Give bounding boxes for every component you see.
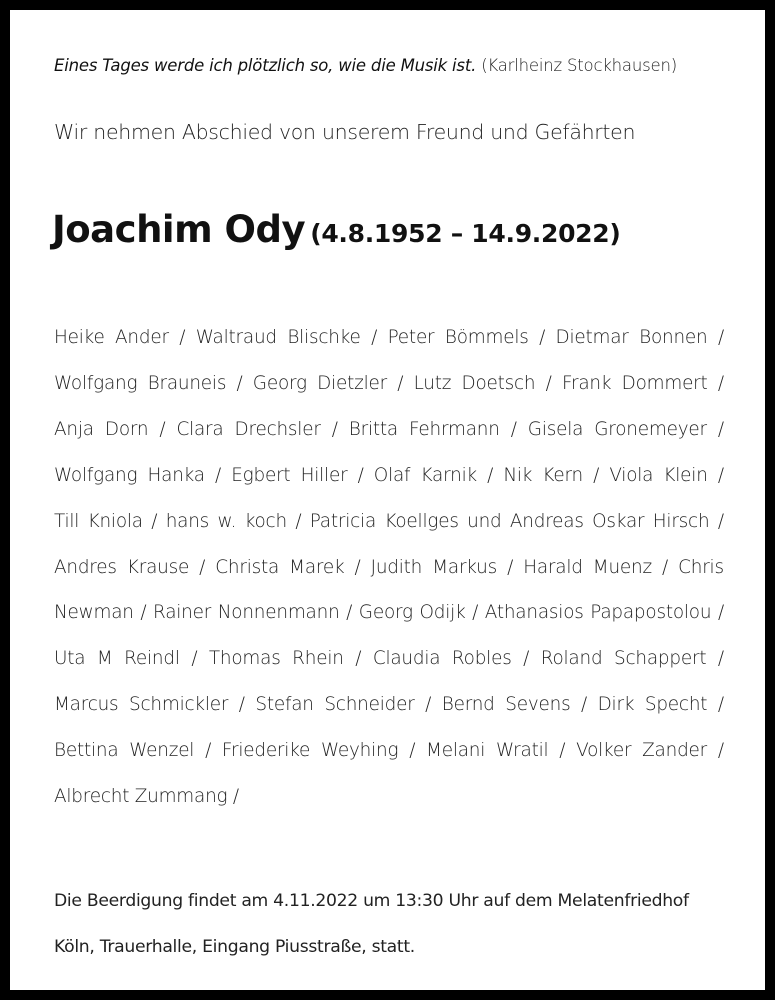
name-word: Schmickler xyxy=(129,694,229,716)
separator-slash: / xyxy=(295,510,302,532)
name-word: Reindl xyxy=(124,648,180,670)
name-word: Rhein xyxy=(292,648,344,670)
name-word: und xyxy=(467,510,502,532)
name-word: Egbert xyxy=(231,464,291,486)
name-word: Dirk xyxy=(597,694,635,716)
mourners-line xyxy=(54,499,724,545)
funeral-notice xyxy=(54,878,734,970)
name-word: Fehrmann xyxy=(409,418,500,440)
name-word: Oskar xyxy=(592,510,645,532)
separator-slash: / xyxy=(472,602,479,624)
name-word: Olaf xyxy=(373,464,411,486)
separator-slash: / xyxy=(717,327,724,348)
name-word: Zander xyxy=(642,740,708,762)
name-word: Koellges xyxy=(384,510,459,532)
separator-slash: / xyxy=(140,602,147,624)
name-word: Hiller xyxy=(300,464,348,486)
name-word: Bömmels xyxy=(444,327,529,348)
name-word: Hirsch xyxy=(652,510,710,532)
mourners-line xyxy=(54,636,724,682)
separator-slash: / xyxy=(717,602,724,624)
name-word: Lutz xyxy=(413,372,452,394)
separator-slash: / xyxy=(371,327,378,348)
separator-slash: / xyxy=(545,372,552,394)
name-word: hans xyxy=(165,510,210,532)
name-word: Muenz xyxy=(592,556,652,578)
epigraph-quote xyxy=(54,56,734,75)
name-word: Kniola xyxy=(87,510,143,532)
name-word: Wolfgang xyxy=(54,464,138,486)
name-word: Bonnen xyxy=(639,327,708,348)
separator-slash: / xyxy=(593,464,600,486)
name-word: Schappert xyxy=(614,648,707,670)
name-word: Patricia xyxy=(309,510,377,532)
separator-slash: / xyxy=(199,556,206,578)
quote-text: Eines Tages werde ich plötzlich so, wie die Musik ist. xyxy=(54,56,477,75)
name-word: Andreas xyxy=(509,510,584,532)
separator-slash: / xyxy=(717,372,724,394)
name-word: Markus xyxy=(432,556,498,578)
name-word: Waltraud xyxy=(195,327,277,348)
name-word: Anja xyxy=(54,418,94,440)
name-word: Britta xyxy=(348,418,398,440)
name-word: Kern xyxy=(542,464,583,486)
separator-slash: / xyxy=(559,740,566,762)
name-word: Nik xyxy=(503,464,533,486)
name-word: Bernd xyxy=(441,694,495,716)
deceased-name: Joachim Ody xyxy=(52,208,306,251)
separator-slash: / xyxy=(205,740,212,762)
separator-slash: / xyxy=(409,740,416,762)
name-word: Albrecht xyxy=(54,786,130,808)
name-word: Thomas xyxy=(208,648,281,670)
separator-slash: / xyxy=(717,648,724,670)
separator-slash: / xyxy=(487,464,494,486)
separator-slash: / xyxy=(151,510,158,532)
name-word: Robles xyxy=(451,648,512,670)
name-word: Bettina xyxy=(54,740,119,762)
name-word: Papapostolou xyxy=(590,602,712,624)
deceased-heading xyxy=(52,208,742,251)
mourners-line xyxy=(54,545,724,591)
name-word: Zummang xyxy=(134,786,228,808)
name-word: Georg xyxy=(252,372,307,394)
name-word: Drechsler xyxy=(234,418,321,440)
mourners-line xyxy=(54,361,724,407)
mourners-line xyxy=(54,407,724,453)
name-word: Judith xyxy=(370,556,423,578)
name-word: Athanasios xyxy=(484,602,584,624)
mourners-line xyxy=(54,315,724,361)
name-word: Odijk xyxy=(419,602,466,624)
name-word: Klein xyxy=(663,464,708,486)
name-word: Gronemeyer xyxy=(594,418,707,440)
name-word: Weyhing xyxy=(320,740,399,762)
name-word: Wolfgang xyxy=(54,372,138,394)
name-word: Wenzel xyxy=(129,740,195,762)
separator-slash: / xyxy=(354,556,361,578)
separator-slash: / xyxy=(191,648,198,670)
name-word: Viola xyxy=(609,464,654,486)
name-word: Marcus xyxy=(54,694,119,716)
separator-slash: / xyxy=(662,556,669,578)
separator-slash: / xyxy=(159,418,166,440)
name-word: Stefan xyxy=(255,694,314,716)
name-word: Rainer xyxy=(153,602,212,624)
name-word: Georg xyxy=(358,602,413,624)
separator-slash: / xyxy=(717,418,724,440)
name-word: Andres xyxy=(54,556,117,578)
separator-slash: / xyxy=(507,556,514,578)
quote-author: (Karlheinz Stockhausen) xyxy=(481,56,677,75)
name-word: M xyxy=(96,648,113,670)
separator-slash: / xyxy=(717,510,724,532)
name-word: Friederike xyxy=(221,740,311,762)
name-word: Hanka xyxy=(147,464,205,486)
name-word: w. xyxy=(217,510,237,532)
separator-slash: / xyxy=(346,602,353,624)
mourners-line xyxy=(54,590,724,636)
separator-slash: / xyxy=(232,786,239,808)
name-word: Heike xyxy=(54,327,105,348)
name-word: Blischke xyxy=(287,327,361,348)
separator-slash: / xyxy=(717,740,724,762)
name-word: Karnik xyxy=(420,464,477,486)
name-word: Till xyxy=(54,510,80,532)
separator-slash: / xyxy=(236,372,243,394)
name-word: Volker xyxy=(576,740,632,762)
name-word: Schneider xyxy=(324,694,415,716)
separator-slash: / xyxy=(179,327,186,348)
name-word: Chris xyxy=(678,556,724,578)
name-word: Frank xyxy=(561,372,612,394)
name-word: Dommert xyxy=(621,372,708,394)
name-word: Dietzler xyxy=(317,372,387,394)
name-word: Peter xyxy=(387,327,435,348)
funeral-line-2: Köln, Trauerhalle, Eingang Piusstraße, statt. xyxy=(54,937,415,957)
name-word: Uta xyxy=(54,648,86,670)
separator-slash: / xyxy=(397,372,404,394)
separator-slash: / xyxy=(539,327,546,348)
obituary-page xyxy=(10,10,765,990)
separator-slash: / xyxy=(355,648,362,670)
name-word: Dorn xyxy=(104,418,149,440)
name-word: Specht xyxy=(644,694,708,716)
name-word: Newman xyxy=(54,602,134,624)
mourners-line xyxy=(54,453,724,499)
separator-slash: / xyxy=(425,694,432,716)
separator-slash: / xyxy=(510,418,517,440)
name-word: Sevens xyxy=(505,694,571,716)
mourners-line xyxy=(54,774,724,820)
mourners-list xyxy=(54,315,724,820)
name-word: Gisela xyxy=(527,418,584,440)
farewell-intro: Wir nehmen Abschied von unserem Freund und Gefährten xyxy=(54,120,636,144)
separator-slash: / xyxy=(331,418,338,440)
name-word: Harald xyxy=(523,556,583,578)
name-word: Clara xyxy=(176,418,224,440)
separator-slash: / xyxy=(523,648,530,670)
name-word: Brauneis xyxy=(147,372,227,394)
separator-slash: / xyxy=(357,464,364,486)
name-word: Dietmar xyxy=(555,327,629,348)
separator-slash: / xyxy=(581,694,588,716)
name-word: Marek xyxy=(289,556,345,578)
separator-slash: / xyxy=(215,464,222,486)
name-word: Nonnenmann xyxy=(217,602,340,624)
name-word: Claudia xyxy=(372,648,441,670)
funeral-line-1: Die Beerdigung findet am 4.11.2022 um 13:30 Uhr auf dem Melatenfriedhof xyxy=(54,891,689,911)
name-word: koch xyxy=(244,510,287,532)
name-word: Krause xyxy=(126,556,190,578)
name-word: Wratil xyxy=(496,740,549,762)
mourners-line xyxy=(54,728,724,774)
name-word: Melani xyxy=(426,740,486,762)
name-word: Christa xyxy=(215,556,280,578)
separator-slash: / xyxy=(238,694,245,716)
name-word: Ander xyxy=(115,327,169,348)
separator-slash: / xyxy=(717,694,724,716)
separator-slash: / xyxy=(717,464,724,486)
life-dates: (4.8.1952 – 14.9.2022) xyxy=(310,219,621,248)
name-word: Roland xyxy=(540,648,603,670)
mourners-line xyxy=(54,682,724,728)
name-word: Doetsch xyxy=(461,372,536,394)
